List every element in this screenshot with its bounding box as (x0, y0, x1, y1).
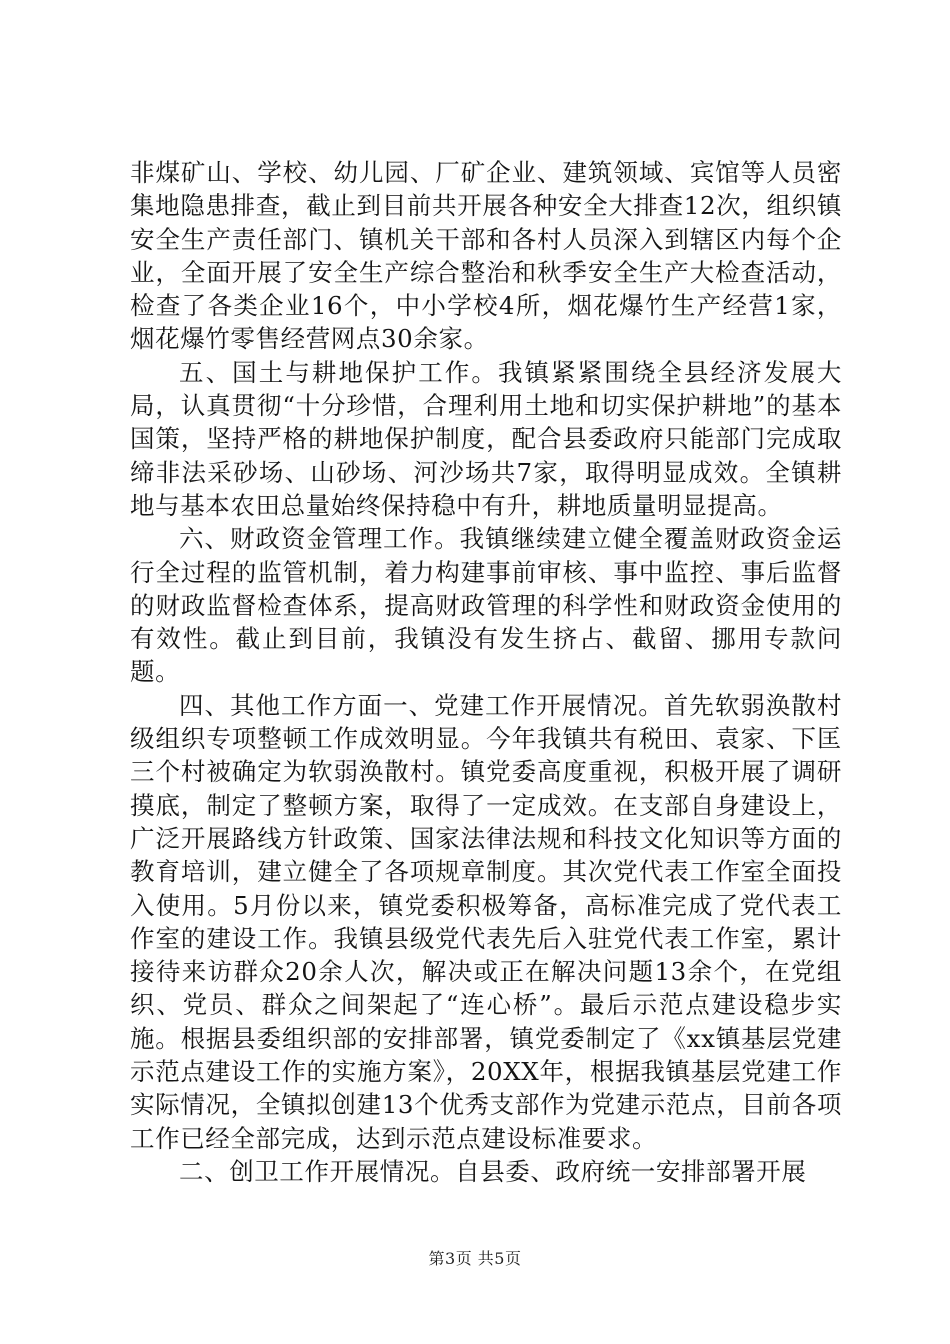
paragraph-continuation: 非煤矿山、学校、幼儿园、厂矿企业、建筑领域、宾馆等人员密集地隐患排查，截止到目前共开展各种安全大排查12次，组织镇安全生产责任部门、镇机关干部和各村人员深入到辖区内每个企业，全面开展了安全生产综合整治和秋季安全生产大检查活动，检查了各类企业16个，中小学校4所，烟花爆竹生产经营1家，烟花爆竹零售经营网点30余家。 (130, 158, 842, 354)
paragraph-finance-management: 六、财政资金管理工作。我镇继续建立健全覆盖财政资金运行全过程的监管机制，着力构建事前审核、事中监控、事后监督的财政监督检查体系，提高财政管理的科学性和财政资金使用的有效性。截止到目前，我镇没有发生挤占、截留、挪用专款问题。 (130, 524, 842, 687)
page-footer: 第3页 共5页 (428, 1249, 522, 1268)
paragraph-party-building: 四、其他工作方面一、党建工作开展情况。首先软弱涣散村级组织专项整顿工作成效明显。今年我镇共有税田、袁家、下匡三个村被确定为软弱涣散村。镇党委高度重视，积极开展了调研摸底，制定了整顿方案，取得了一定成效。在支部自身建设上，广泛开展路线方针政策、国家法律法规和科技文化知识等方面的教育培训，建立健全了各项规章制度。其次党代表工作室全面投入使用。5月份以来，镇党委积极筹备，高标准完成了党代表工作室的建设工作。我镇县级党代表先后入驻党代表工作室，累计接待来访群众20余人次，解决或正在解决问题13余个，在党组织、党员、群众之间架起了“连心桥”。最后示范点建设稳步实施。根据县委组织部的安排部署，镇党委制定了《xx镇基层党建示范点建设工作的实施方案》，20XX年，根据我镇基层党建工作实际情况，全镇拟创建13个优秀支部作为党建示范点，目前各项工作已经全部完成，达到示范点建设标准要求。 (130, 690, 842, 1153)
paragraph-sanitation-work: 二、创卫工作开展情况。自县委、政府统一安排部署开展 (179, 1156, 807, 1186)
document-body (130, 156, 842, 1188)
paragraph-land-protection: 五、国土与耕地保护工作。我镇紧紧围绕全县经济发展大局，认真贯彻“十分珍惜，合理利用土地和切实保护耕地”的基本国策，坚持严格的耕地保护制度，配合县委政府只能部门完成取缔非法采砂场、山砂场、河沙场共7家，取得明显成效。全镇耕地与基本农田总量始终保持稳中有升，耕地质量明显提高。 (130, 357, 842, 520)
